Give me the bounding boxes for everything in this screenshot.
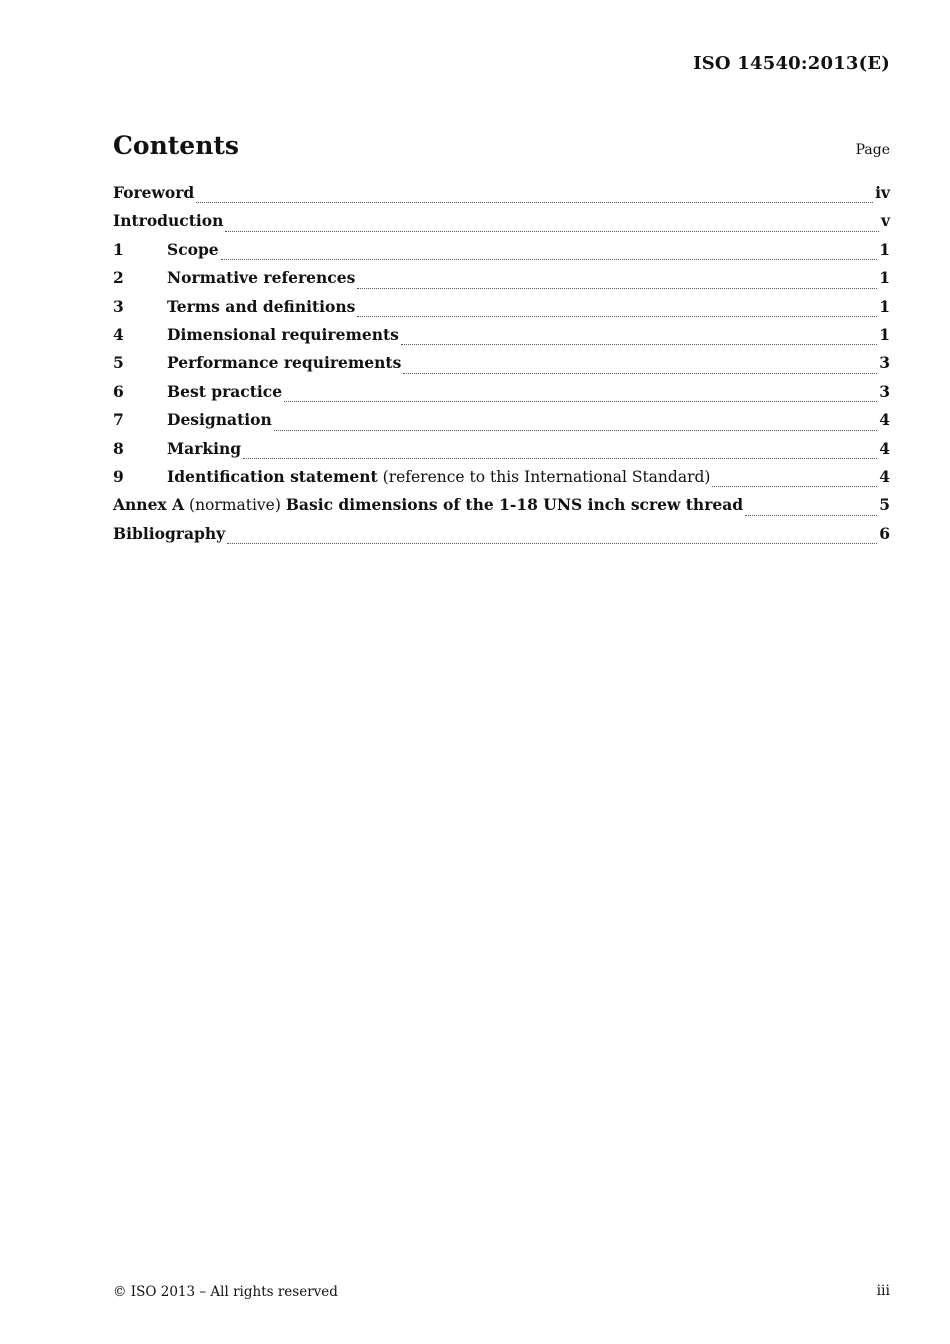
toc-entry-page: 4 [879, 466, 890, 486]
toc-entry-scope[interactable] [113, 240, 890, 268]
toc-entry-title[interactable]: Basic dimensions of the 1-18 UNS inch screw thread [285, 495, 744, 515]
toc-entry-page: 5 [879, 495, 890, 515]
toc-entry-title-group[interactable] [113, 495, 743, 514]
toc-entry-normative-references[interactable] [113, 268, 890, 296]
toc-entry-page: 6 [879, 523, 890, 543]
dot-leader [227, 543, 877, 544]
toc-entry-number: 5 [113, 353, 124, 373]
toc-entry-page: 1 [879, 324, 890, 344]
dot-leader [243, 458, 877, 459]
toc-entry-title[interactable]: Best practice [167, 381, 283, 401]
toc-entry-title[interactable]: Foreword [113, 183, 195, 202]
dot-leader [401, 344, 877, 345]
toc-entry-annex-a[interactable] [113, 495, 890, 523]
toc-entry-page: 3 [879, 381, 890, 401]
toc-entry-title[interactable]: Performance requirements [167, 353, 402, 373]
toc-entry-performance-requirements[interactable] [113, 353, 890, 381]
dot-leader [221, 259, 878, 260]
toc-entry-title[interactable]: Terms and definitions [167, 296, 356, 316]
toc-entry-page: v [880, 211, 890, 231]
copyright-notice: © ISO 2013 – All rights reserved [113, 1284, 338, 1300]
dot-leader [196, 202, 873, 203]
toc-entry-title[interactable]: Dimensional requirements [167, 324, 399, 344]
toc-entry-foreword[interactable] [113, 183, 890, 211]
toc-entry-page: 3 [879, 353, 890, 373]
toc-entry-number: 1 [113, 239, 124, 259]
dot-leader [225, 231, 879, 232]
toc-entry-terms-and-definitions[interactable] [113, 297, 890, 325]
toc-entry-title[interactable]: Identification statement [167, 466, 378, 486]
dot-leader [357, 316, 877, 317]
toc-entry-number: 8 [113, 438, 124, 458]
toc-entry-best-practice[interactable] [113, 382, 890, 410]
standard-code: ISO 14540:2013(E) [693, 53, 890, 74]
toc-entry-title[interactable]: Introduction [113, 211, 224, 231]
toc-entry-number: 9 [113, 466, 124, 486]
toc-entry-page: 4 [879, 410, 890, 430]
dot-leader [403, 373, 877, 374]
toc-annex-label[interactable]: Annex A [113, 495, 185, 515]
toc-entry-page: 1 [879, 296, 890, 316]
toc-entry-number: 7 [113, 410, 124, 430]
toc-entry-page: 1 [879, 268, 890, 288]
toc-annex-type: (normative) [184, 496, 286, 515]
toc-entry-title[interactable]: Bibliography [113, 523, 226, 543]
toc-entry-marking[interactable] [113, 439, 890, 467]
dot-leader [284, 401, 877, 402]
table-of-contents [113, 183, 890, 552]
toc-entry-introduction[interactable] [113, 211, 890, 239]
toc-entry-dimensional-requirements[interactable] [113, 325, 890, 353]
toc-entry-number: 3 [113, 296, 124, 316]
toc-entry-page: iv [875, 183, 890, 202]
toc-entry-bibliography[interactable] [113, 524, 890, 552]
toc-entry-page: 4 [879, 438, 890, 458]
toc-entry-title[interactable]: Designation [167, 410, 272, 430]
toc-entry-number: 6 [113, 381, 124, 401]
toc-entry-page: 1 [879, 239, 890, 259]
toc-entry-number: 4 [113, 324, 124, 344]
toc-entry-title[interactable]: Marking [167, 438, 242, 458]
page-number: iii [876, 1283, 890, 1299]
page-column-label: Page [855, 142, 890, 158]
dot-leader [745, 515, 877, 516]
dot-leader [712, 486, 877, 487]
toc-entry-designation[interactable] [113, 410, 890, 438]
toc-entry-identification-statement[interactable] [113, 467, 890, 495]
toc-entry-title[interactable]: Normative references [167, 268, 356, 288]
toc-entry-number: 2 [113, 268, 124, 288]
toc-entry-qualifier: (reference to this International Standard) [377, 467, 711, 486]
contents-title: Contents [113, 131, 240, 160]
toc-entry-title-group[interactable] [167, 467, 710, 486]
dot-leader [357, 288, 877, 289]
dot-leader [274, 430, 877, 431]
toc-entry-title[interactable]: Scope [167, 239, 219, 259]
